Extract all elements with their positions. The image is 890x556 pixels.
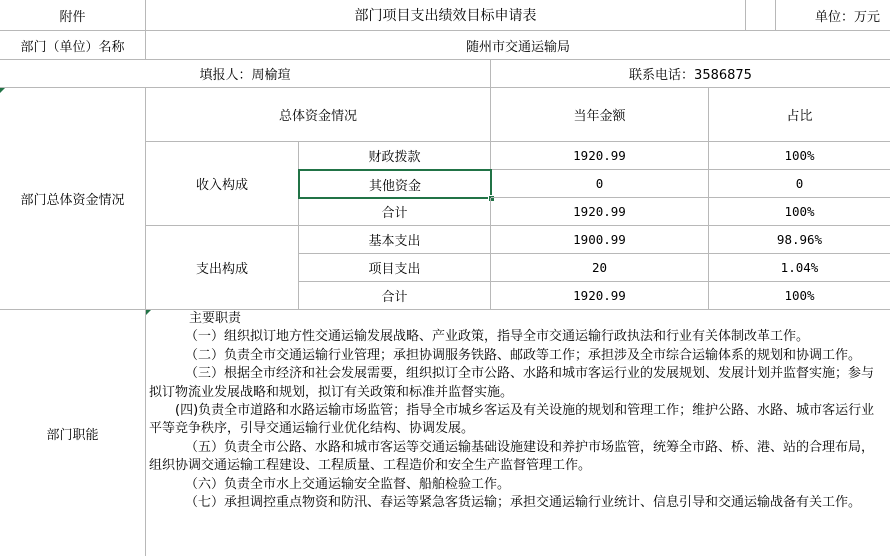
cell-dept-label[interactable]: 部门（单位）名称 — [0, 31, 146, 60]
duty-item: （二）负责全市交通运输行业管理；承担协调服务铁路、邮政等工作；承担涉及全市综合运输体系的规划和协调工作。 — [185, 347, 862, 363]
cell-expense-ratio[interactable]: 98.96% — [709, 226, 890, 254]
cell-col-overall[interactable]: 总体资金情况 — [146, 88, 491, 142]
cell-col-amount[interactable]: 当年金额 — [491, 88, 709, 142]
cell-income-label[interactable]: 收入构成 — [146, 142, 299, 226]
cell-expense-amount[interactable]: 1900.99 — [491, 226, 709, 254]
cell-expense-amount[interactable]: 1920.99 — [491, 282, 709, 310]
cell-expense-name[interactable]: 合计 — [299, 282, 491, 310]
cell-unit[interactable]: 单位：万元 — [776, 0, 890, 31]
cell-income-ratio[interactable]: 100% — [709, 198, 890, 226]
cell-income-name[interactable]: 合计 — [299, 198, 491, 226]
cell-expense-name[interactable]: 项目支出 — [299, 254, 491, 282]
duty-item: （五）负责全市公路、水路和城市客运等交通运输基础设施建设和养护市场监管，统筹全市路、桥、港、站的合理布局，组织协调交通运输工程建设、工程质量、工程造价和安全生产监督管理工作。 — [149, 439, 875, 474]
cell-empty[interactable] — [746, 0, 776, 31]
duty-item: （七）承担调控重点物资和防汛、春运等紧急客货运输；承担交通运输行业统计、信息引导和交通运输战备有关工作。 — [185, 495, 862, 511]
cell-income-ratio[interactable]: 100% — [709, 142, 890, 170]
cell-phone[interactable]: 联系电话：3586875 — [491, 60, 890, 88]
cell-attachment[interactable]: 附件 — [0, 0, 146, 31]
cell-income-name[interactable]: 财政拨款 — [299, 142, 491, 170]
cell-income-ratio[interactable]: 0 — [709, 170, 890, 198]
duty-item: （一）组织拟订地方性交通运输发展战略、产业政策，指导全市交通运输行政执法和行业有关体制改革工作。 — [185, 329, 810, 345]
duty-item: （三）根据全市经济和社会发展需要，组织拟订全市公路、水路和城市客运行业的发展规划、发展计划并监督实施；参与拟订物流业发展战略和规划，拟订有关政策和标准并监督实施。 — [149, 366, 875, 400]
cell-income-amount[interactable]: 0 — [491, 170, 709, 198]
duty-item: (四)负责全市道路和水路运输市场监管；指导全市城乡客运及有关设施的规划和管理工作；维护公路、水路、城市客运行业平等竞争秩序，引导交通运输行业优化结构、协调发展。 — [149, 403, 875, 437]
duties-heading: 主要职责 — [189, 311, 242, 326]
cell-filler[interactable]: 填报人：周榆瑄 — [0, 60, 491, 88]
cell-dept-value[interactable]: 随州市交通运输局 — [146, 31, 890, 60]
cell-expense-amount[interactable]: 20 — [491, 254, 709, 282]
cell-expense-ratio[interactable]: 100% — [709, 282, 890, 310]
duty-item: （六）负责全市水上交通运输安全监督、船舶检验工作。 — [185, 476, 511, 492]
cell-title[interactable]: 部门项目支出绩效目标申请表 — [146, 0, 746, 31]
cell-funds-section-label[interactable]: 部门总体资金情况 — [0, 88, 146, 310]
cell-income-name-selected[interactable]: 其他资金 — [298, 169, 492, 199]
cell-duties-label[interactable]: 部门职能 — [0, 310, 146, 556]
cell-income-amount[interactable]: 1920.99 — [491, 142, 709, 170]
cell-income-amount[interactable]: 1920.99 — [491, 198, 709, 226]
cell-expense-label[interactable]: 支出构成 — [146, 226, 299, 310]
cell-expense-ratio[interactable]: 1.04% — [709, 254, 890, 282]
cell-expense-name[interactable]: 基本支出 — [299, 226, 491, 254]
cell-col-ratio[interactable]: 占比 — [709, 88, 890, 142]
comment-marker — [0, 88, 5, 93]
cell-duties-content[interactable] — [145, 310, 890, 556]
